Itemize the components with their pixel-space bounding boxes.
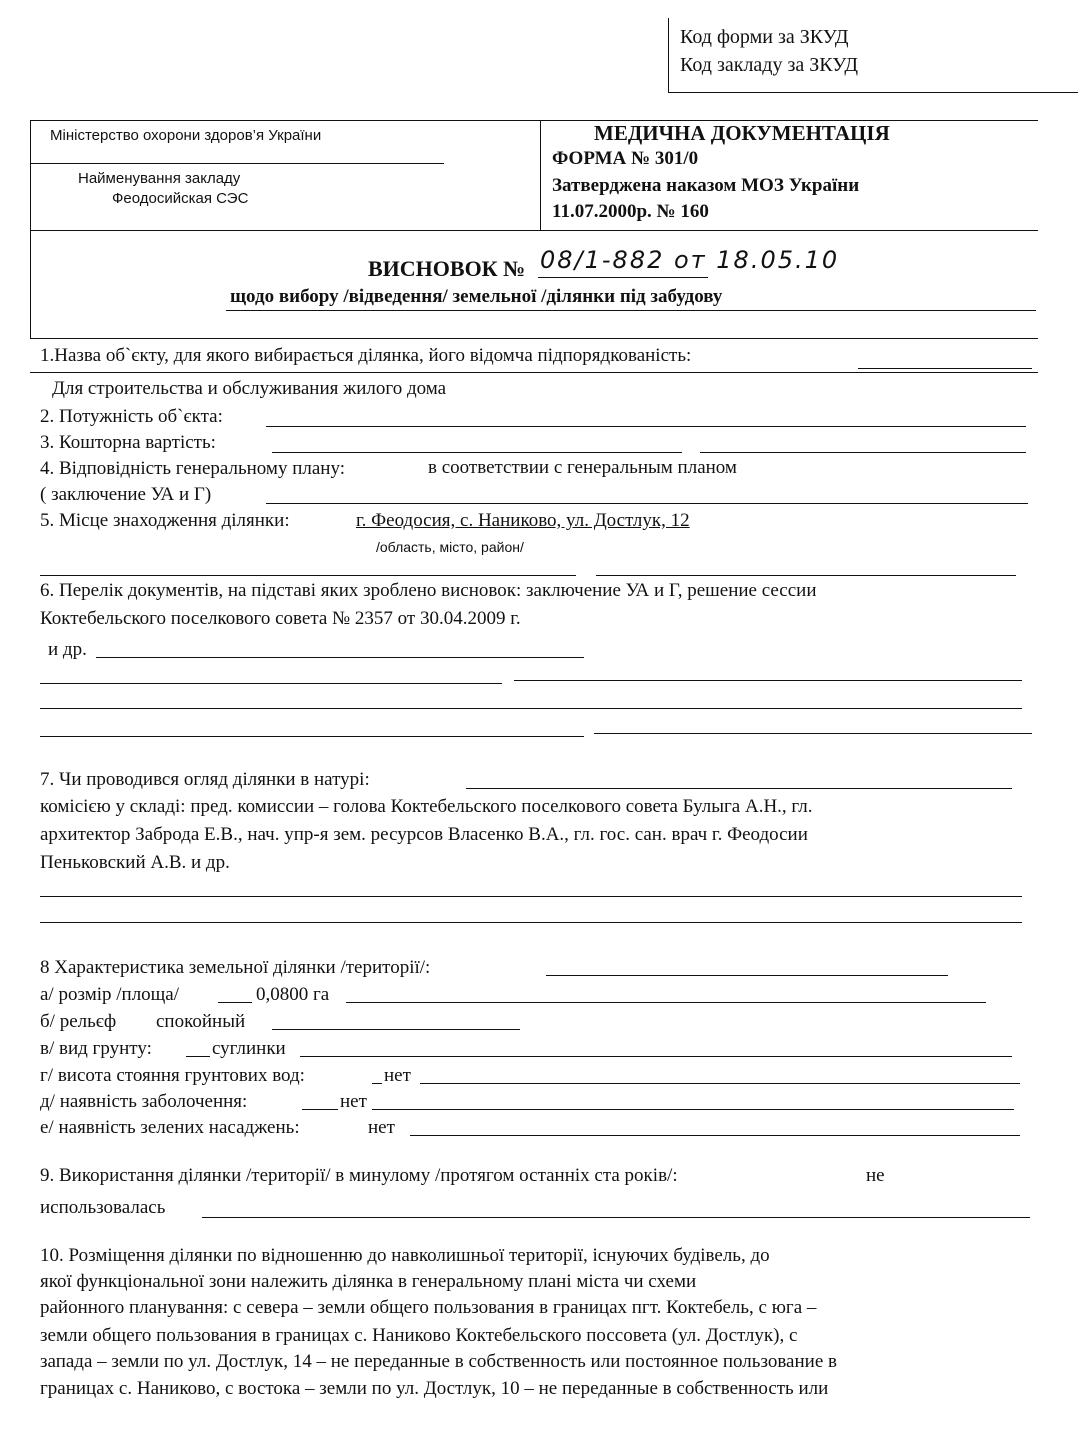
section-8d-blank: [420, 1083, 1020, 1084]
section-8a-blank-pre: [218, 1002, 252, 1003]
section-6-rule-1b: [514, 680, 1022, 681]
section-8-label: 8 Характеристика земельної ділянки /території/:: [40, 957, 431, 978]
conclusion-number-handwritten: 08/1-882 от 18.05.10: [540, 246, 840, 274]
section-4-blank: [266, 503, 1028, 504]
section-7-line-3: архитектор Заброда Е.В., нач. упр-я зем. ресурсов Власенко В.А., гл. гос. сан. врач г. Феодосии: [40, 824, 808, 845]
section-8d-label: г/ висота стояння грунтових вод:: [40, 1065, 305, 1086]
section-3-blank-2: [700, 452, 1026, 453]
section-9-line-1: 9. Використання ділянки /території/ в минулому /протягом останніх ста років/:: [40, 1165, 678, 1186]
section-5-value: г. Феодосия, с. Наниково, ул. Достлук, 12: [356, 510, 690, 531]
section-8e-blank: [372, 1109, 1014, 1110]
section-10-line-4: земли общего пользования в границах с. Наниково Коктебельского поссовета (ул. Достлук), с: [40, 1325, 798, 1346]
section-6-rule-1a: [40, 683, 502, 684]
section-6-line-2: Коктебельского поселкового совета № 2357 от 30.04.2009 г.: [40, 608, 521, 629]
section-7-line-2: комісією у складі: пред. комиссии – голова Коктебельского поселкового совета Булыга А.Н., гл.: [40, 796, 813, 817]
section-1-blank: [858, 368, 1032, 369]
form-number: ФОРМА № 301/0: [552, 148, 699, 169]
section-8e-value: нет: [340, 1091, 367, 1112]
section-5-hint: /область, місто, район/: [376, 539, 524, 555]
institution-code-label: Код закладу за ЗКУД: [680, 54, 858, 76]
code-box-bottom-border: [668, 92, 1078, 93]
section-6-line-3: и др.: [48, 639, 87, 660]
section-5-label: 5. Місце знаходження ділянки:: [40, 510, 290, 531]
section-8e-label: д/ наявність заболочення:: [40, 1091, 248, 1112]
section-8a-value: 0,0800 га: [256, 984, 330, 1005]
section-4-value: в соответствии с генеральным планом: [428, 457, 737, 478]
medical-docs-heading: МЕДИЧНА ДОКУМЕНТАЦІЯ: [594, 121, 890, 145]
title-rule-1: [226, 310, 1036, 311]
code-box-left-border: [668, 18, 669, 92]
section-1-value: Для строительства и обслуживания жилого дома: [52, 378, 447, 399]
section-8f-value: нет: [368, 1117, 395, 1138]
section-6-blank-1: [96, 657, 584, 658]
conclusion-subtitle: щодо вибору /відведення/ земельної /ділянки під забудову: [230, 286, 723, 307]
title-left-border: [30, 230, 31, 338]
section-8c-label: в/ вид грунту:: [40, 1038, 152, 1059]
section-6-rule-3a: [40, 736, 584, 737]
section-1-rule: [30, 372, 1038, 373]
section-9-blank: [202, 1217, 1030, 1218]
section-2-blank: [266, 426, 1026, 427]
section-4-label: 4. Відповідність генеральному плану:: [40, 458, 345, 479]
approval-order: Затверджена наказом МОЗ України: [552, 175, 860, 196]
section-5-rule-left: [40, 575, 576, 576]
section-10-line-1: 10. Розміщення ділянки по відношенню до навколишньої території, існуючих будівель, до: [40, 1245, 770, 1266]
section-8c-value: суглинки: [212, 1038, 286, 1059]
ministry-name: Міністерство охорони здоров’я України: [50, 127, 322, 144]
institution-name: Феодосийская СЭС: [112, 190, 249, 207]
section-4-note: ( заключение УА и Г): [40, 484, 212, 505]
approval-date: 11.07.2000р. № 160: [552, 201, 709, 222]
title-rule-2: [30, 338, 1038, 339]
section-6-line-1: 6. Перелік документів, на підставі яких зроблено висновок: заключение УА и Г, решение сессии: [40, 580, 817, 601]
section-8f-blank: [410, 1135, 1020, 1136]
header-left-mid-rule: [30, 163, 444, 164]
section-8-blank: [546, 975, 948, 976]
section-10-line-2: якої функціональної зони належить ділянка в генеральному плані міста чи схеми: [40, 1271, 697, 1292]
section-3-label: 3. Кошторна вартість:: [40, 432, 216, 453]
section-8a-blank: [346, 1002, 986, 1003]
section-8e-blank-pre: [302, 1109, 338, 1110]
header-bottom-border: [30, 230, 1038, 231]
section-7-label: 7. Чи проводився огляд ділянки в натурі:: [40, 769, 370, 790]
section-6-rule-2: [40, 708, 1022, 709]
section-10-line-6: границах с. Наниково, с востока – земли по ул. Достлук, 10 – не переданные в собственность или: [40, 1378, 829, 1399]
institution-label: Найменування закладу: [78, 170, 241, 187]
section-8b-value: спокойный: [156, 1011, 246, 1032]
section-10-line-3: районного планування: с севера – земли общего пользования в границах пгт. Коктебель, с юга –: [40, 1297, 817, 1318]
section-8f-label: е/ наявність зелених насаджень:: [40, 1117, 300, 1138]
section-9-value-2: использовалась: [40, 1197, 166, 1218]
section-2-label: 2. Потужність об`єкта:: [40, 406, 223, 427]
section-8d-value: нет: [384, 1065, 411, 1086]
header-left-border: [30, 120, 31, 230]
section-7-rule-1: [40, 896, 1022, 897]
form-code-label: Код форми за ЗКУД: [680, 26, 849, 48]
section-10-line-5: запада – земли по ул. Достлук, 14 – не переданные в собственность или постоянное пользование в: [40, 1351, 837, 1372]
conclusion-number-underline: [538, 277, 708, 278]
section-8b-blank: [272, 1029, 520, 1030]
header-divider: [540, 120, 541, 230]
section-8b-label: б/ рельєф: [40, 1011, 117, 1032]
section-9-value-1: не: [866, 1165, 885, 1186]
section-7-line-4: Пеньковский А.В. и др.: [40, 852, 230, 873]
section-1-label: 1.Назва об`єкту, для якого вибирається ділянка, його відомча підпорядкованість:: [40, 345, 692, 366]
section-3-blank: [272, 452, 682, 453]
conclusion-title: ВИСНОВОК №: [368, 256, 526, 281]
section-8a-label: а/ розмір /площа/: [40, 984, 180, 1005]
section-6-rule-3b: [594, 733, 1032, 734]
section-7-rule-2: [40, 922, 1022, 923]
section-8c-blank: [300, 1056, 1012, 1057]
section-7-blank: [466, 788, 1012, 789]
section-5-rule-right: [596, 575, 1016, 576]
section-8d-blank-pre: [372, 1083, 382, 1084]
section-8c-blank-pre: [186, 1056, 210, 1057]
